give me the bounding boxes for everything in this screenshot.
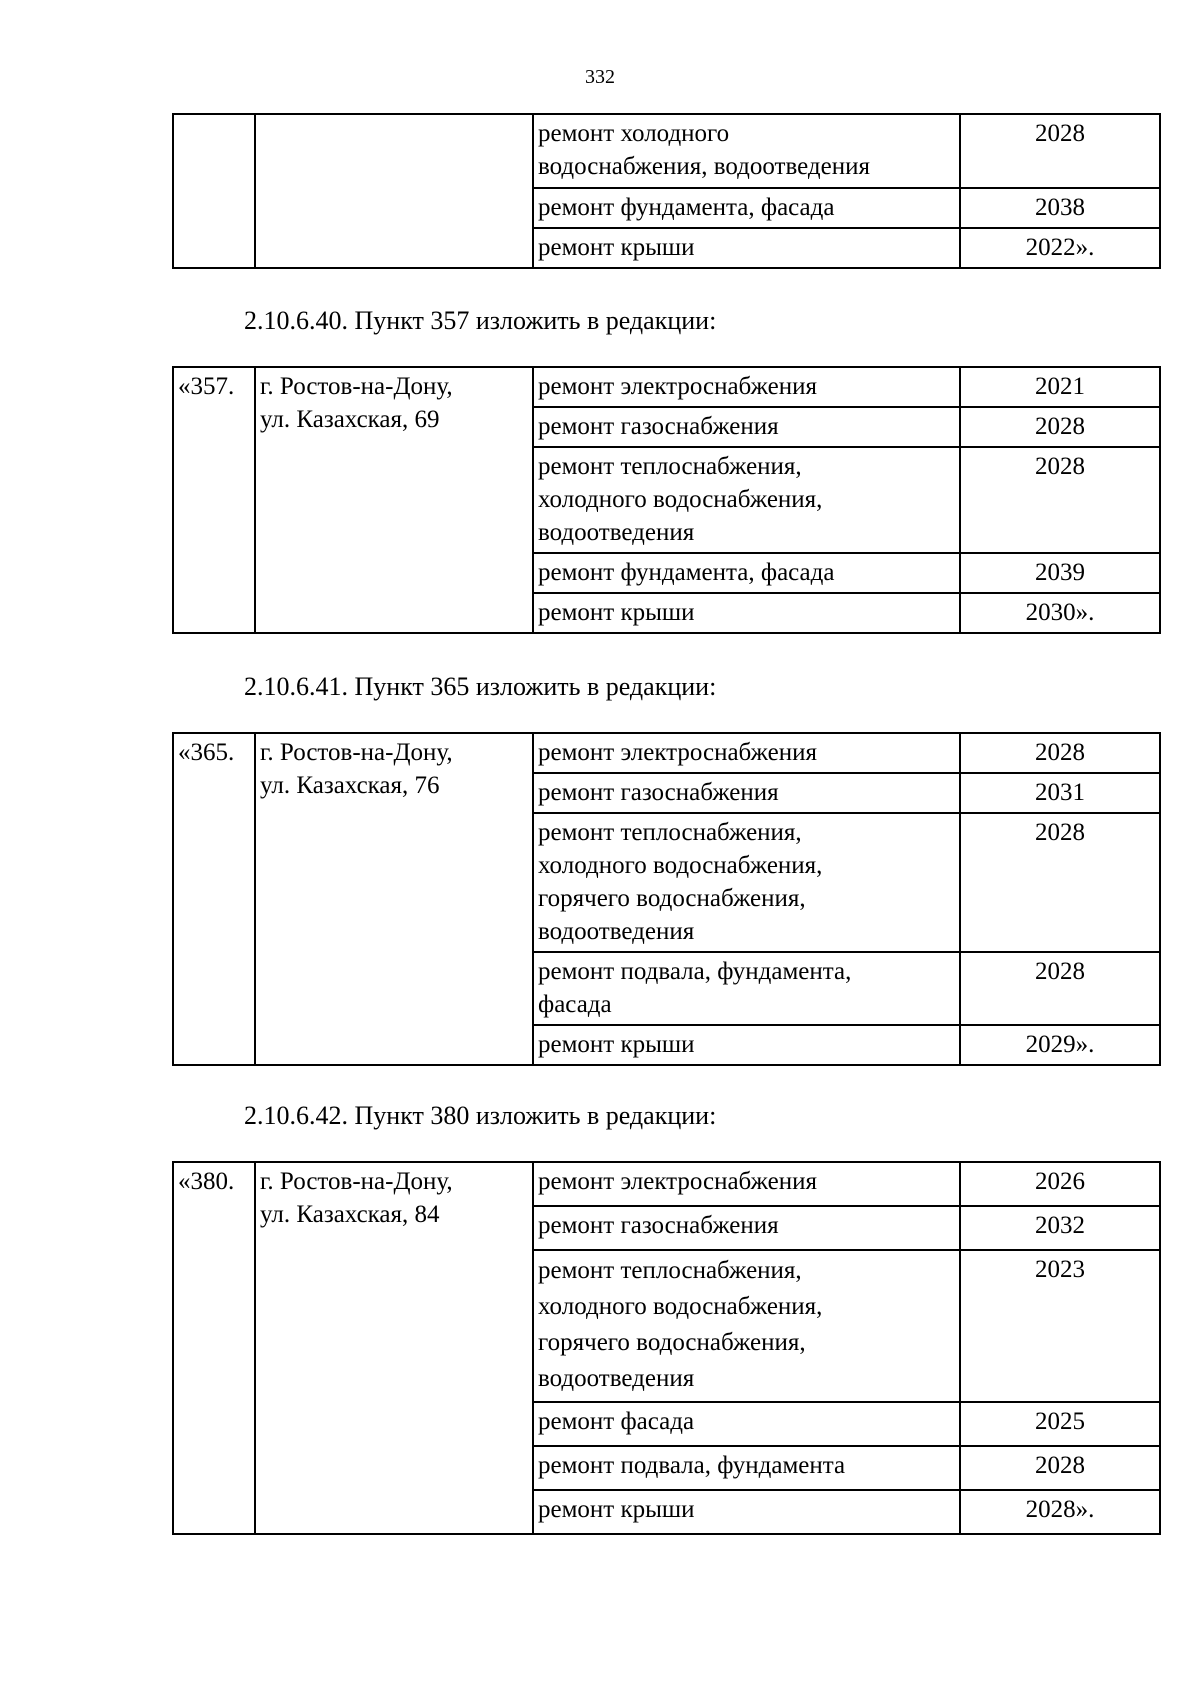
work-line: ремонт теплоснабжения, xyxy=(538,453,802,480)
year-cell: 2028 xyxy=(960,1446,1160,1490)
work-line: горячего водоснабжения, xyxy=(538,885,806,912)
work-line: ремонт крыши xyxy=(538,1031,695,1058)
schedule-table-380 xyxy=(172,1161,1161,1535)
work-line: водоотведения xyxy=(538,519,695,546)
year-cell: 2025 xyxy=(960,1402,1160,1446)
work-line: холодного водоснабжения, xyxy=(538,486,823,513)
year-cell: 2031 xyxy=(960,773,1160,813)
item-number-cell: «380. xyxy=(173,1162,255,1534)
work-line: водоотведения xyxy=(538,1365,695,1392)
section-heading: 2.10.6.41. Пункт 365 изложить в редакции: xyxy=(244,672,717,701)
work-line: ремонт теплоснабжения, xyxy=(538,819,802,846)
item-number-cell: «357. xyxy=(173,367,255,633)
continuation-table xyxy=(172,113,1161,269)
work-line: ремонт подвала, фундамента, xyxy=(538,958,852,985)
address-cell xyxy=(255,367,533,633)
year-cell: 2028 xyxy=(960,447,1160,553)
year-cell: 2023 xyxy=(960,1250,1160,1402)
address-cell xyxy=(255,733,533,1065)
year-cell: 2028 xyxy=(960,407,1160,447)
year-cell: 2026 xyxy=(960,1162,1160,1206)
address-line: ул. Казахская, 69 xyxy=(260,406,440,433)
work-line: ремонт фасада xyxy=(538,1408,695,1435)
year-cell: 2028 xyxy=(960,952,1160,1025)
year-cell: 2028 xyxy=(960,813,1160,952)
work-line: ремонт электроснабжения xyxy=(538,1168,817,1195)
table-row xyxy=(173,733,1160,773)
address-line: ул. Казахская, 76 xyxy=(260,772,440,799)
work-line: ремонт фундамента, фасада xyxy=(538,559,835,586)
work-line: ремонт электроснабжения xyxy=(538,373,817,400)
work-line: ремонт холодного xyxy=(538,120,730,147)
schedule-table-365 xyxy=(172,732,1161,1066)
table-row xyxy=(173,1162,1160,1206)
work-cell xyxy=(533,593,960,633)
work-cell xyxy=(533,773,960,813)
address-line: г. Ростов-на-Дону, xyxy=(260,373,453,400)
work-line: холодного водоснабжения, xyxy=(538,1293,823,1320)
item-number-cell: «365. xyxy=(173,733,255,1065)
section-heading: 2.10.6.42. Пункт 380 изложить в редакции: xyxy=(244,1101,717,1130)
work-cell xyxy=(533,553,960,593)
work-line: ремонт крыши xyxy=(538,1496,695,1523)
year-cell: 2021 xyxy=(960,367,1160,407)
work-line: водоснабжения, водоотведения xyxy=(538,153,870,180)
work-cell xyxy=(533,407,960,447)
work-line: ремонт фундамента, фасада xyxy=(538,194,835,221)
year-cell: 2028 xyxy=(960,114,1160,188)
work-cell xyxy=(533,1025,960,1065)
work-cell xyxy=(533,228,960,268)
work-line: ремонт крыши xyxy=(538,234,695,261)
year-cell: 2022». xyxy=(960,228,1160,268)
address-cell xyxy=(255,114,533,268)
work-cell xyxy=(533,114,960,188)
work-cell xyxy=(533,813,960,952)
address-line: г. Ростов-на-Дону, xyxy=(260,739,453,766)
work-cell xyxy=(533,1402,960,1446)
work-cell xyxy=(533,1162,960,1206)
work-line: водоотведения xyxy=(538,918,695,945)
year-cell: 2039 xyxy=(960,553,1160,593)
work-line: ремонт крыши xyxy=(538,599,695,626)
schedule-table-357 xyxy=(172,366,1161,634)
year-cell: 2030». xyxy=(960,593,1160,633)
work-cell xyxy=(533,1206,960,1250)
year-cell: 2032 xyxy=(960,1206,1160,1250)
work-line: холодного водоснабжения, xyxy=(538,852,823,879)
address-line: г. Ростов-на-Дону, xyxy=(260,1168,453,1195)
work-line: ремонт газоснабжения xyxy=(538,413,779,440)
year-cell: 2038 xyxy=(960,188,1160,228)
table-row xyxy=(173,367,1160,407)
work-cell xyxy=(533,733,960,773)
work-cell xyxy=(533,1446,960,1490)
work-cell xyxy=(533,1490,960,1534)
year-cell: 2029». xyxy=(960,1025,1160,1065)
work-line: ремонт подвала, фундамента xyxy=(538,1452,846,1479)
work-cell xyxy=(533,952,960,1025)
year-cell: 2028 xyxy=(960,733,1160,773)
item-number-cell xyxy=(173,114,255,268)
work-line: горячего водоснабжения, xyxy=(538,1329,806,1356)
work-cell xyxy=(533,188,960,228)
work-cell xyxy=(533,1250,960,1402)
address-cell xyxy=(255,1162,533,1534)
work-cell xyxy=(533,447,960,553)
address-line: ул. Казахская, 84 xyxy=(260,1201,440,1228)
work-line: ремонт электроснабжения xyxy=(538,739,817,766)
work-cell xyxy=(533,367,960,407)
work-line: ремонт газоснабжения xyxy=(538,1212,779,1239)
section-heading: 2.10.6.40. Пункт 357 изложить в редакции: xyxy=(244,306,717,335)
work-line: ремонт теплоснабжения, xyxy=(538,1257,802,1284)
year-cell: 2028». xyxy=(960,1490,1160,1534)
work-line: фасада xyxy=(538,991,612,1018)
table-row xyxy=(173,114,1160,188)
page-number: 332 xyxy=(585,66,615,88)
work-line: ремонт газоснабжения xyxy=(538,779,779,806)
